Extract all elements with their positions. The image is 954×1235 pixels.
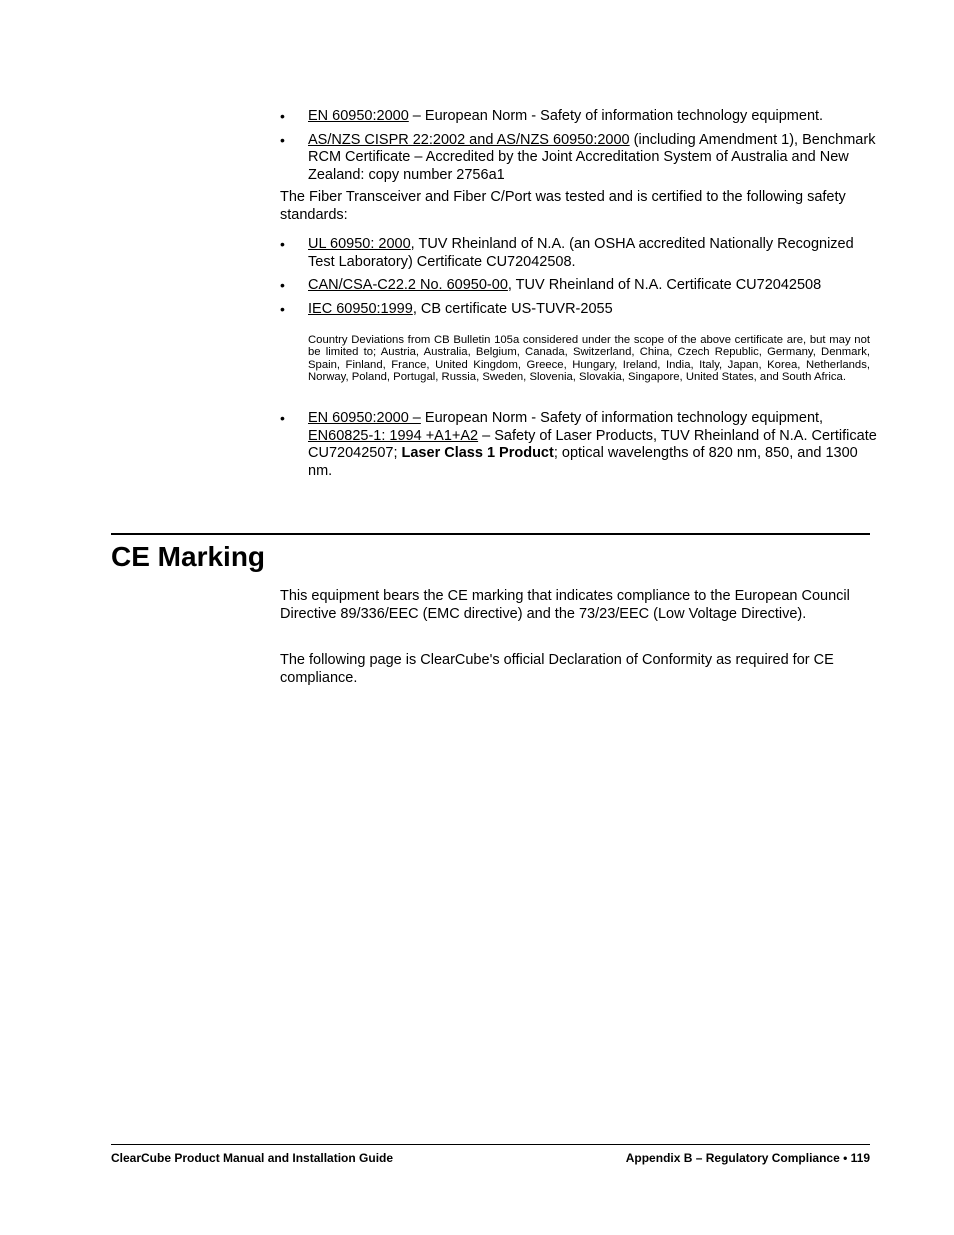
standard-name: IEC 60950:1999: [308, 300, 413, 317]
bullet: •: [280, 131, 285, 148]
standard-name: EN 60950:2000: [308, 108, 409, 124]
bullet: •: [280, 236, 285, 252]
standard-description: European Norm - Safety of information technology equipment,: [420, 410, 824, 426]
footer-page-info: Appendix B – Regulatory Compliance • 119: [625, 1151, 870, 1165]
section-divider: [111, 533, 870, 535]
list-item: [280, 277, 880, 295]
footer-title: ClearCube Product Manual and Installation Guide: [111, 1151, 394, 1165]
list-item: [280, 132, 880, 185]
bullet: •: [280, 277, 285, 293]
ce-paragraph-2: The following page is ClearCube's official Declaration of Conformity as required for CE compliance.: [280, 652, 834, 686]
list-item: [280, 236, 880, 271]
standards-list-1: [280, 108, 880, 184]
standard-name-laser: EN60825-1: 1994 +A1+A2: [308, 427, 479, 444]
section-heading: CE Marking: [111, 541, 266, 572]
standards-list-3: [280, 410, 880, 480]
country-deviations-note: Country Deviations from CB Bulletin 105a considered under the scope of the above certificate are, but may not be limited to; Austria, Australia, Belgium, Canada, Switzerland, China, Czech Republic, Germany, Denmark, Spain, Finland, France, United Kingdom, Greece, Hungary, Ireland, India, Italy, Japan, Korea, Netherlands, Norway, Poland, Portugal, Russia, Sweden, Slovenia, Slovakia, Singapore, United States, and South Africa.: [308, 334, 870, 384]
standard-description: – European Norm - Safety of information technology equipment.: [408, 108, 824, 124]
intro-paragraph: The Fiber Transceiver and Fiber C/Port was tested and is certified to the following safety standards:: [280, 189, 846, 223]
standard-name: CAN/CSA-C22.2 No. 60950-00: [308, 277, 508, 293]
standard-name: UL 60950: 2000: [308, 236, 411, 252]
standard-description: , CB certificate US-TUVR-2055: [412, 300, 613, 317]
standard-description: , TUV Rheinland of N.A. (an OSHA accredited Nationally Recognized Test Laboratory) Certificate CU72042508.: [308, 236, 854, 270]
bullet: •: [280, 108, 285, 124]
ce-paragraph-1: This equipment bears the CE marking that indicates compliance to the European Council Directive 89/336/EEC (EMC directive) and the 73/23/EEC (Low Voltage Directive).: [280, 588, 850, 622]
standard-name: EN 60950:2000 –: [308, 410, 421, 426]
standard-description: , TUV Rheinland of N.A. Certificate CU72042508: [507, 277, 822, 293]
standard-description: ; optical wavelengths of 820 nm, 850, and 1300 nm.: [308, 445, 858, 479]
standard-name: AS/NZS CISPR 22:2002 and AS/NZS 60950:2000: [308, 131, 630, 148]
list-item: [280, 301, 880, 319]
bullet: •: [280, 410, 285, 426]
bullet: •: [280, 300, 285, 317]
list-item: [280, 410, 880, 480]
list-item: [280, 108, 880, 126]
standard-description: (including Amendment 1), Benchmark RCM Certificate – Accredited by the Joint Accreditation System of Australia and New Zealand: copy number 2756a1: [308, 131, 876, 183]
standards-list-2: [280, 236, 880, 318]
footer-divider: [111, 1144, 870, 1145]
laser-class-label: Laser Class 1 Product: [401, 445, 554, 461]
standard-description: – Safety of Laser Products, TUV Rheinland of N.A. Certificate CU72042507;: [308, 427, 877, 461]
